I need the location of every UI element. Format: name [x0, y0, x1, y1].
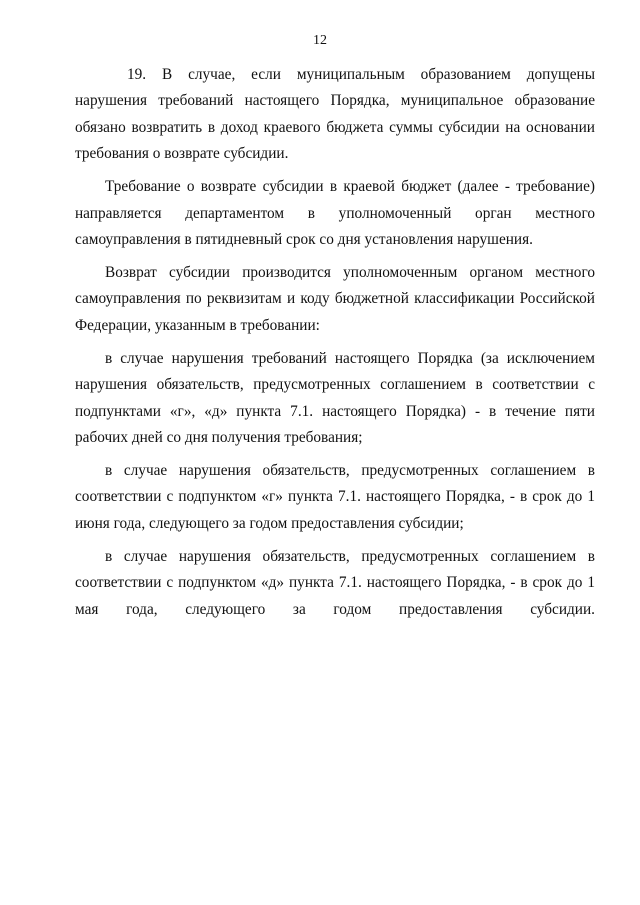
- paragraph-19-refund-obligation: 19. В случае, если муниципальным образованием допущены нарушения требований настоящего Порядка, муниципальное образование обязано возвратить в доход краевого бюджета суммы субсидии на основании требования о возврате субсидии.: [75, 66, 595, 163]
- document-body: [75, 62, 595, 630]
- paragraph-refund-procedure: Возврат субсидии производится уполномоченным органом местного самоуправления по реквизитам и коду бюджетной классификации Российской Федерации, указанным в требовании:: [75, 264, 595, 334]
- paragraph-case-order-violation: в случае нарушения требований настоящего Порядка (за исключением нарушения обязательств, предусмотренных соглашением в соответствии с подпунктами «г», «д» пункта 7.1. настоящего Порядка) - в течение пяти рабочих дней со дня получения требования;: [75, 349, 595, 447]
- paragraph-refund-demand: Требование о возврате субсидии в краевой бюджет (далее - требование) направляется департаментом в уполномоченный орган местного самоуправления в пятидневный срок со дня установления нарушения.: [75, 178, 595, 249]
- paragraph-case-subpoint-g: в случае нарушения обязательств, предусмотренных соглашением в соответствии с подпунктом «г» пункта 7.1. настоящего Порядка, - в срок до 1 июня года, следующего за годом предоставления субсидии;: [75, 462, 595, 532]
- page-number: 12: [313, 33, 327, 48]
- paragraph-case-subpoint-d: в случае нарушения обязательств, предусмотренных соглашением в соответствии с подпунктом «д» пункта 7.1. настоящего Порядка, - в срок до 1 мая года, следующего за годом предоставления субсидии.: [75, 547, 595, 618]
